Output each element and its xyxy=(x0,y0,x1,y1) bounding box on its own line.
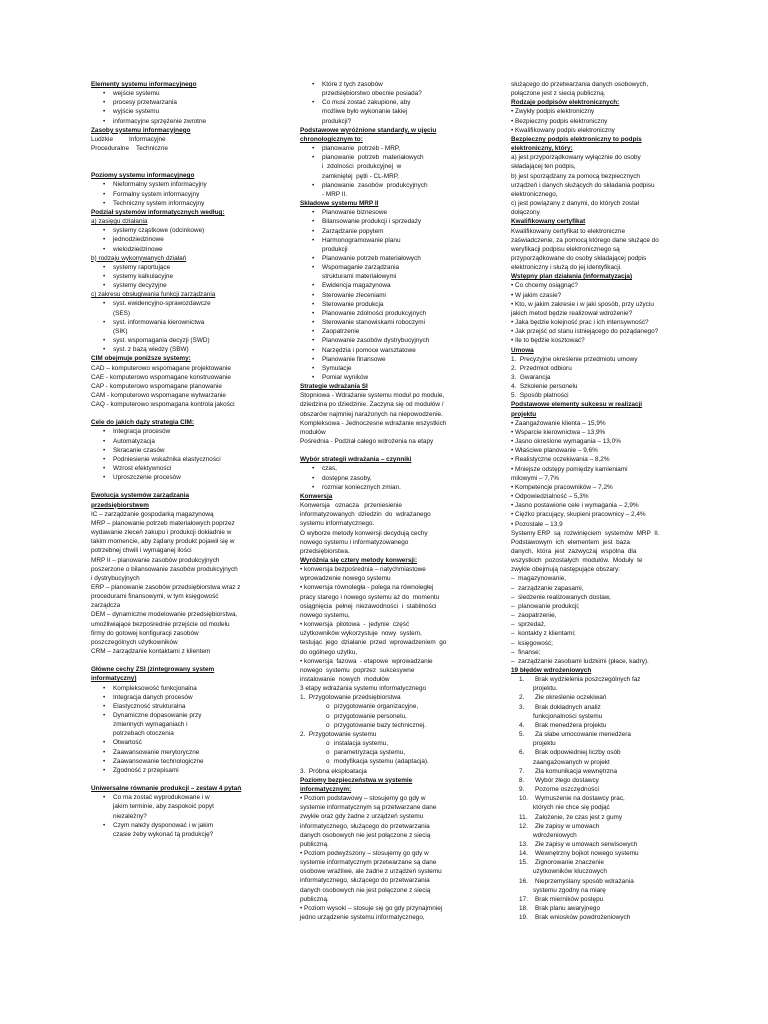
text-line: 1. Precyzyjne określenie przedmiotu umowy xyxy=(511,355,638,363)
text-line: • konwersja równoległa - polega na równoległej xyxy=(300,584,434,592)
text-line xyxy=(91,482,259,491)
text-line: c) zakresu obsługiwania funkcji zarządzania xyxy=(91,291,216,299)
list-item: • Sterowanie zleceniami xyxy=(300,291,470,300)
text-line: • Pozostałe – 13,9 xyxy=(511,520,563,528)
list-item: 5. Za słabe umocowanie menedżera xyxy=(511,730,683,739)
list-item: • informacyjne sprzężenie zwrotne xyxy=(91,117,259,126)
text-line: • Ciężko pracujący, skupieni pracownicy – 2,4% xyxy=(511,511,646,519)
list-item: • Wspomaganie zarządzania xyxy=(300,263,470,272)
text-line: • konwersja pilotowa - jedynie część xyxy=(300,621,410,629)
text-line: • Odpowiedzialność – 5,3% xyxy=(511,493,589,501)
text-line: produkcji? xyxy=(322,117,352,125)
list-item: • dostępne zasoby, xyxy=(300,474,470,483)
text-line: dołączony xyxy=(511,209,540,217)
list-item: • planowanie potrzeb - MRP, xyxy=(300,144,470,153)
text-line: – finanse; xyxy=(511,648,541,656)
text-line: osiągnięcia pełnej niezawodności i stabilności xyxy=(300,602,437,610)
text-line: zmiennych wymaganiach i xyxy=(113,721,188,729)
text-line: 5. Sposób płatności xyxy=(511,392,569,400)
text-line: zarządcza xyxy=(91,602,121,610)
list-item: o przygotowanie organizacyjne, xyxy=(300,702,470,711)
list-item: • Harmonogramowanie planu xyxy=(300,236,470,245)
section-heading: informatyczny) xyxy=(91,675,137,683)
text-line: – księgowość; xyxy=(511,639,553,647)
text-line: weryfikacji podpisu elektronicznego są xyxy=(511,245,620,253)
list-item: • Techniczny system informacyjny xyxy=(91,199,259,208)
text-line: nowego systemu, xyxy=(300,611,350,619)
text-line: Systemy ERP są rozwinięciem systemów MRP II. xyxy=(511,529,660,537)
text-line: CAQ - komputerowo wspomagana kontrola jakości xyxy=(91,401,235,409)
text-line: – śledzenie realizowanych dostaw, xyxy=(511,593,611,601)
text-line: • Właściwe planowanie – 9,6% xyxy=(511,447,598,455)
text-line: IC – zarządzanie gospodarką magazynową xyxy=(91,510,214,518)
text-line: funkcjonalności systemu xyxy=(533,712,603,720)
list-item: • Nieformalny system informacyjny xyxy=(91,180,259,189)
list-item: • Skracanie czasów xyxy=(91,446,259,455)
right-column xyxy=(511,80,683,922)
list-item: • systemy cząstkowe (odcinkowe) xyxy=(91,226,259,235)
text-line xyxy=(91,656,259,665)
list-item: • procesy przetwarzania xyxy=(91,98,259,107)
list-item: • Planowanie biznesowe xyxy=(300,208,470,217)
text-line: instalowanie nowych modułów xyxy=(300,676,390,683)
section-heading: Podstawowe elementy sukcesu w realizacji xyxy=(511,401,643,409)
text-line: Proceduralne Techniczne xyxy=(91,145,168,153)
list-item: • Bilansowanie produkcji i sprzedaży xyxy=(300,217,470,226)
text-line: nowego systemu i informatyzowanego xyxy=(300,538,409,546)
list-item: 16. Nieprzemyślany sposób wdrażania xyxy=(511,877,683,886)
text-line: i zdolności produkcyjnej w xyxy=(322,163,402,171)
text-line xyxy=(91,162,259,171)
section-heading: informatycznym: xyxy=(300,785,352,793)
list-item: • Zaawansowanie technologiczne xyxy=(91,757,259,766)
list-item: 6. Brak odpowiedniej liczby osób xyxy=(511,748,683,757)
list-item: • Planowanie zasobów dystrybucyjnych xyxy=(300,336,470,345)
list-item: • Podniesienie wskaźnika elastyczności xyxy=(91,455,259,464)
text-line: poszerzone o bilansowanie zasobów produkcyjnych xyxy=(91,565,238,573)
list-item: o parametryzacja systemu, xyxy=(300,748,470,757)
list-item: • Zarządzanie popytem xyxy=(300,227,470,236)
text-line: – kontakty z klientami; xyxy=(511,630,576,638)
section-heading: Poziomy bezpieczeństwa w systemie xyxy=(300,776,413,784)
text-line: elektroniczny i służą do jej identyfikacji. xyxy=(511,264,622,272)
section-heading: Podstawowe wyróżnione standardy, w ujęciu xyxy=(300,126,437,134)
section-heading: Zasoby systemu informacyjnego xyxy=(91,126,191,134)
text-line: Konwersja oznacza przeniesienie xyxy=(300,502,402,510)
text-line: • Kompetencje pracowników – 7,2% xyxy=(511,483,613,491)
section-heading: projektu xyxy=(511,410,537,418)
text-line: – sprzedaż, xyxy=(511,621,546,629)
list-item: • Pomiar wyników xyxy=(300,373,470,382)
text-line: danych osobowych nie jest połączone z siecią xyxy=(300,831,431,839)
text-line: (SIK) xyxy=(113,327,128,335)
text-line: DEM – dynamiczne modelowanie przedsiębiorstwa, xyxy=(91,611,238,619)
text-line: zwykłe oraz gdy żadne z urządzeń systemu xyxy=(300,813,424,821)
section-heading: Cele do jakich dąży strategia CIM: xyxy=(91,419,194,427)
text-line: MRP – planowanie potrzeb materiałowych poprzez xyxy=(91,519,235,527)
text-line: składającej ten podpis, xyxy=(511,163,576,171)
text-line: c) jest powiązany z danymi, do których został xyxy=(511,200,639,208)
text-line: • konwersja bezpośrednia – natychmiastowe xyxy=(300,566,426,574)
list-item: • Sterowanie produkcja xyxy=(300,300,470,309)
section-heading: CIM obejmuje poniższe systemy: xyxy=(91,355,191,363)
text-line: • Jasno określone wymagania – 13,0% xyxy=(511,438,621,446)
text-line: systemie informatycznym przetwarzane są dane xyxy=(300,859,437,867)
section-heading: Poziomy systemu informacyjnego xyxy=(91,172,195,180)
text-line: potrzebnej chwili i wymaganej ilości xyxy=(91,547,192,555)
list-item: • Planowanie potrzeb materiałowych xyxy=(300,254,470,263)
text-line: zwykle obejmują następujące obszary: xyxy=(511,566,621,574)
list-item: • Integracja procesów xyxy=(91,427,259,436)
list-item: 3. Brak dokładnych analiz xyxy=(511,703,683,712)
text-line: a) jest przyporządkowany wyłącznie do osoby xyxy=(511,154,641,162)
text-line: przyporządkowane do osoby składającej podpis xyxy=(511,254,647,262)
text-line: – zarządzanie zasobami ludzkimi (płace, kadry). xyxy=(511,657,649,665)
list-item: • Sterowanie stanowiskami roboczymi xyxy=(300,318,470,327)
list-item: • Kompleksowość funkcjonalna xyxy=(91,684,259,693)
text-line: 1. Przygotowanie przedsiębiorstwa xyxy=(300,694,401,702)
text-line: • Poziom wysoki – stosuje się go gdy przynajmniej xyxy=(300,904,443,912)
text-line: możliwe było wykonanie takiej xyxy=(322,108,408,116)
section-heading: Wyróżnia się cztery metody konwersji: xyxy=(300,556,418,564)
list-item: • jednodziedzinowe xyxy=(91,235,259,244)
list-item: • Uproszczenie procesów xyxy=(91,473,259,482)
text-line: – zaopatrzenie, xyxy=(511,612,557,620)
list-item: • Co musi zostać zakupione, aby xyxy=(300,98,470,107)
list-item: • Elastyczność strukturalna xyxy=(91,702,259,711)
text-line: • Jaka będzie kolejność prac i ich intensywność? xyxy=(511,319,649,327)
text-line: • W jakim czasie? xyxy=(511,291,562,299)
text-line: • Zaangażowanie klienta – 15,9% xyxy=(511,419,606,427)
text-line: – planowanie produkcji; xyxy=(511,602,580,610)
list-item: • Zaawansowanie merytoryczne xyxy=(91,748,259,757)
list-item: o modyfikacja systemu (adaptacja). xyxy=(300,757,470,766)
text-line: pracy starego i nowego systemu aż do momentu xyxy=(300,593,440,601)
text-line: danych, która jest zazwyczaj wspólna dla xyxy=(511,547,637,555)
text-line: CRM – zarządzanie kontaktami z klientem xyxy=(91,648,211,656)
section-heading: Konwersja xyxy=(300,492,333,500)
section-heading: przedsiębiorstwem xyxy=(91,501,149,509)
list-item: • Integracja danych procesów xyxy=(91,693,259,702)
text-line: produkcji xyxy=(322,245,348,253)
section-heading: Uniwersalne równanie produkcji – zestaw 4 pytań xyxy=(91,785,242,793)
text-line xyxy=(300,446,470,455)
text-line: - MRP II. xyxy=(322,190,348,198)
text-line xyxy=(91,409,259,418)
list-item: 14. Wewnętrzny bojkot nowego systemu xyxy=(511,849,683,858)
text-line: b) jest sporządzany za pomocą bezpiecznych xyxy=(511,172,640,180)
text-line: przedsiębiorstwo obecnie posiada? xyxy=(322,90,422,98)
text-line: systemu informatycznego. xyxy=(300,520,375,528)
text-line: umożliwiające bezpośrednie przejście od modelu xyxy=(91,620,230,628)
text-line: CAP - komputerowo wspomagane planowanie xyxy=(91,382,222,390)
list-item: • Automatyzacja xyxy=(91,437,259,446)
list-item: 13. Złe zapisy w umowach serwisowych xyxy=(511,840,683,849)
text-line xyxy=(91,775,259,784)
text-line: 3 etapy wdrażania systemu informatycznego xyxy=(300,685,427,693)
text-line: • Bezpieczny podpis elektroniczny xyxy=(511,117,608,125)
text-line: których nie chce się podjąć xyxy=(533,804,610,812)
list-item: 4. Brak menedżera projektu xyxy=(511,721,683,730)
text-line: publiczną. xyxy=(300,840,329,848)
list-item: • wejście systemu xyxy=(91,89,259,98)
section-heading: Ewolucja systemów zarządzania xyxy=(91,492,190,500)
text-line: systemie informatycznym są przetwarzane dane xyxy=(300,804,437,812)
text-line: • Kwalifikowany podpis elektroniczny xyxy=(511,126,615,134)
text-line: osobowe wrażliwe, ale żadne z urządzeń systemu xyxy=(300,868,442,876)
list-item: o instalacja systemu, xyxy=(300,739,470,748)
list-item: 9. Pozorne oszczędności xyxy=(511,785,683,794)
list-item: 1. Brak wydzielenia poszczególnych faz xyxy=(511,675,683,684)
text-line: 2. Przedmiot odbioru xyxy=(511,364,572,372)
section-heading: Elementy systemu informacyjnego xyxy=(91,81,197,88)
list-item: • Dynamiczne dopasowanie przy xyxy=(91,711,259,720)
text-line: wszystkich pozostałych modułów. Moduły te xyxy=(511,557,643,565)
text-line: zaświadczenie, za pomocą którego dane służące do xyxy=(511,236,659,244)
section-heading: Składowe systemu MRP II xyxy=(300,200,379,208)
text-line: obszarów najmniej narażonych na niepowodzenie. xyxy=(300,410,443,418)
text-line: Stopniowa - Wdrażanie systemu moduł po module, xyxy=(300,392,445,400)
list-item: • planowanie zasobów produkcyjnych xyxy=(300,181,470,190)
text-line: publiczną. xyxy=(300,895,329,903)
text-line: modułów xyxy=(300,428,326,436)
list-item: 7. Zła komunikacja wewnętrzna xyxy=(511,767,683,776)
text-line: i dystrybucyjnych xyxy=(91,574,140,582)
text-line: • Kto, w jakim zakresie i w jaki sposób, przy użyciu xyxy=(511,300,654,308)
section-heading: Podział systemów informatycznych według: xyxy=(91,208,225,216)
text-line: • Jasno postawione cele i wymagania – 2,9% xyxy=(511,502,639,510)
list-item: 8. Wybór złego dostawcy xyxy=(511,776,683,785)
text-line: niezależny? xyxy=(113,812,147,820)
section-heading: chronologicznym to: xyxy=(300,135,363,143)
list-item: • Planowanie zdolności produkcyjnych xyxy=(300,309,470,318)
text-line: strukturami materiałowymi xyxy=(322,273,397,281)
list-item: 10. Wymuszenie na dostawcy prac, xyxy=(511,794,683,803)
list-item: • rozmiar koniecznych zmian. xyxy=(300,483,470,492)
text-line: b) rodzaju wykonywanych działań xyxy=(91,254,187,262)
list-item: o przygotowanie personelu, xyxy=(300,712,470,721)
text-line: • Ile to będzie kosztować? xyxy=(511,337,585,345)
text-line: elektronicznego, xyxy=(511,190,558,198)
text-line: • Realistyczne oczekiwania – 8,2% xyxy=(511,456,610,464)
section-heading: Wybór strategii wdrażania – czynniki xyxy=(300,456,412,464)
text-line xyxy=(91,153,259,162)
text-line: użytkowników kluczowych xyxy=(533,868,607,876)
text-line: projektu. xyxy=(533,685,558,693)
text-line: Pośrednia - Podział całego wdrożenia na etapy xyxy=(300,438,434,446)
list-item: 19. Brak wniosków powdrożeniowych xyxy=(511,913,683,922)
text-line: wydawanie zleceń zakupu i produkcji dokładnie w xyxy=(91,529,232,537)
text-line: zaangażowanych w projekt xyxy=(533,758,610,766)
text-line: 2. Przygotowanie systemu xyxy=(300,730,377,738)
text-line: nowego systemu poprzez sukcesywne xyxy=(300,666,415,674)
text-line: informatycznego, służącego do przetwarzania xyxy=(300,822,430,830)
text-line: testując jego działanie przed wprowadzeniem go xyxy=(300,639,447,647)
list-item: • Zaopatrzenie xyxy=(300,327,470,336)
list-item: 2. Złe określenie oczekiwań xyxy=(511,693,683,702)
list-item: 12. Złe zapisy w umowach xyxy=(511,822,683,831)
text-line: Ludzkie Informacyjne xyxy=(91,135,166,143)
list-item: • wyjście systemu xyxy=(91,107,259,116)
list-item: • systemy raportujące xyxy=(91,263,259,272)
list-item: • Symulacje xyxy=(300,364,470,373)
text-line: 4. Szkolenie personelu xyxy=(511,383,578,391)
section-heading: elektroniczny, który: xyxy=(511,145,573,153)
section-heading: Wstępny plan działania (informatyzacja) xyxy=(511,273,633,281)
text-line: • Co chcemy osiągnąć? xyxy=(511,282,578,290)
text-line: • konwersja fazowa - etapowe wprowadzanie xyxy=(300,657,433,665)
text-line: potrzebach otoczenia xyxy=(113,730,174,738)
section-heading: Strategie wdrażania SI xyxy=(300,383,368,391)
text-line: • Jak przejść od stanu istniejącego do pożądanego? xyxy=(511,328,659,336)
text-line: systemu zgodny na miarę xyxy=(533,886,606,894)
section-heading: Rodzaje podpisów elektronicznych: xyxy=(511,99,620,107)
text-line: – magazynowanie, xyxy=(511,575,567,583)
text-line: • Zwykły podpis elektroniczny xyxy=(511,108,595,116)
text-line: jakim terminie, aby zaspokoić popyt xyxy=(113,803,214,811)
list-item: • Formalny system informacyjny xyxy=(91,190,259,199)
list-item: 18. Brak planu awaryjnego xyxy=(511,904,683,913)
text-line: Kompleksowa - Jednoczesne wdrażanie wszystkich xyxy=(300,419,447,427)
text-line: takim momencie, aby żądany produkt pojawił się w xyxy=(91,538,235,546)
list-item: • systemy kalkulacyjne xyxy=(91,272,259,281)
list-item: • syst. z bazą wiedzy (SBW) xyxy=(91,345,259,354)
text-line: przedsiębiorstwa. xyxy=(300,547,350,555)
middle-column xyxy=(300,80,470,922)
text-line: czasie żeby wykonać tą produkcję? xyxy=(113,830,214,838)
section-heading: Kwalifikowany certyfikat xyxy=(511,218,586,226)
text-line: zamkniętej pętli - CL-MRP, xyxy=(322,172,399,180)
list-item: • planowanie potrzeb materiałowych xyxy=(300,153,470,162)
text-line: informatyzowanych dziedzin do wdrażanego xyxy=(300,511,431,519)
section-heading: 19 błędów wdrożeniowych xyxy=(511,667,592,674)
text-line: dziedzina po dziedzinie. Zaczyna się od modułów / xyxy=(300,401,444,409)
text-line: danych osobowych nie jest połączone z siecią xyxy=(300,886,431,894)
list-item: • syst. ewidencyjno-sprawozdawcze xyxy=(91,299,259,308)
list-item: • systemy decyzyjne xyxy=(91,281,259,290)
text-line: wprowadzenie nowego systemu xyxy=(300,575,391,583)
text-line: firmy do gotowej konfiguracji zasobów xyxy=(91,629,199,637)
text-line: poszczególnych użytkowników xyxy=(91,638,178,646)
text-line: jakich metod będzie realizował wdrożenie? xyxy=(511,309,633,317)
text-line: służącego do przetwarzania danych osobowych, xyxy=(511,81,649,88)
text-line: użytkowników wykorzystuje nowy system, xyxy=(300,630,422,638)
list-item: 15. Zignorowanie znaczenie xyxy=(511,858,683,867)
text-line: (SES) xyxy=(113,309,131,317)
list-item: • Narzędzia i pomoce warsztatowe xyxy=(300,346,470,355)
text-line: • Wsparcie kierownictwa – 13,9% xyxy=(511,428,606,436)
left-column xyxy=(91,80,259,839)
list-item: 17. Brak mierników postępu xyxy=(511,895,683,904)
list-item: • Planowanie finansowe xyxy=(300,355,470,364)
list-item: • Zgodność z przepisami xyxy=(91,766,259,775)
section-heading: Bezpieczny podpis elektroniczny to podpis xyxy=(511,135,642,143)
text-line: – zarządzanie zapasami, xyxy=(511,584,584,592)
text-line: milowymi – 7,7% xyxy=(511,474,559,482)
text-line: projektu xyxy=(533,740,556,748)
section-heading: Główne cechy ZSI (zintegrowany system xyxy=(91,666,215,674)
text-line: O wyborze metody konwersji decydują cechy xyxy=(300,529,428,537)
list-item: • syst. wspomagania decyzji (SWD) xyxy=(91,336,259,345)
list-item: o przygotowanie bazy technicznej. xyxy=(300,721,470,730)
text-line: Podstawowym ich elementem jest baza xyxy=(511,538,630,546)
list-item: 11. Założenie, że czas jest z gumy xyxy=(511,813,683,822)
text-line: ERP – planowanie zasobów przedsiębiorstwa wraz z xyxy=(91,583,241,591)
text-line: CAD – komputerowo wspomagane projektowanie xyxy=(91,364,231,372)
text-line: CAM - komputerowo wspomagane wytwarzanie xyxy=(91,392,226,399)
text-line: do ogólnego użytku, xyxy=(300,648,358,656)
text-line: Kwalifikowany certyfikat to elektroniczne xyxy=(511,227,626,235)
text-line: CAE - komputerowo wspomagane konstruowanie xyxy=(91,373,231,381)
list-item: • Czym należy dysponować i w jakim xyxy=(91,821,259,830)
text-line: • Mniejsze odstępy pomiędzy kamieniami xyxy=(511,465,628,473)
section-heading: Umowa xyxy=(511,346,534,354)
list-item: • Które z tych zasobów xyxy=(300,80,470,89)
text-line: 3. Próbna eksploatacja xyxy=(300,767,367,775)
list-item: • Ewidencja magazynowa xyxy=(300,281,470,290)
text-line: a) zasięgu działania xyxy=(91,218,148,226)
text-line: urządzeń i danych służących do składania podpisu xyxy=(511,181,655,189)
text-line: MRP II – planowanie zasobów produkcyjnych xyxy=(91,556,220,564)
text-line: 3. Gwarancja xyxy=(511,374,551,381)
list-item: • czas, xyxy=(300,464,470,473)
list-item: • Co ma zostać wyprodukowane i w xyxy=(91,793,259,802)
text-line: połączone jest z siecią publiczną. xyxy=(511,90,606,98)
text-line: • Poziom podwyższony – stosujemy go gdy w xyxy=(300,849,429,857)
list-item: • syst. informowania kierownictwa xyxy=(91,318,259,327)
text-line: wdrożeniowych xyxy=(533,831,577,839)
text-line: procedurami finansowymi, w tym księgowość xyxy=(91,593,219,601)
list-item: • wielodziedzinowe xyxy=(91,245,259,254)
list-item: • Wzrost efektywności xyxy=(91,464,259,473)
text-line: informatycznego, służącego do przetwarzania xyxy=(300,877,430,885)
text-line: • Poziom podstawowy – stosujemy go gdy w xyxy=(300,795,426,803)
list-item: • Otwartość xyxy=(91,738,259,747)
text-line: jedno urządzenie systemu informatycznego, xyxy=(300,914,425,922)
